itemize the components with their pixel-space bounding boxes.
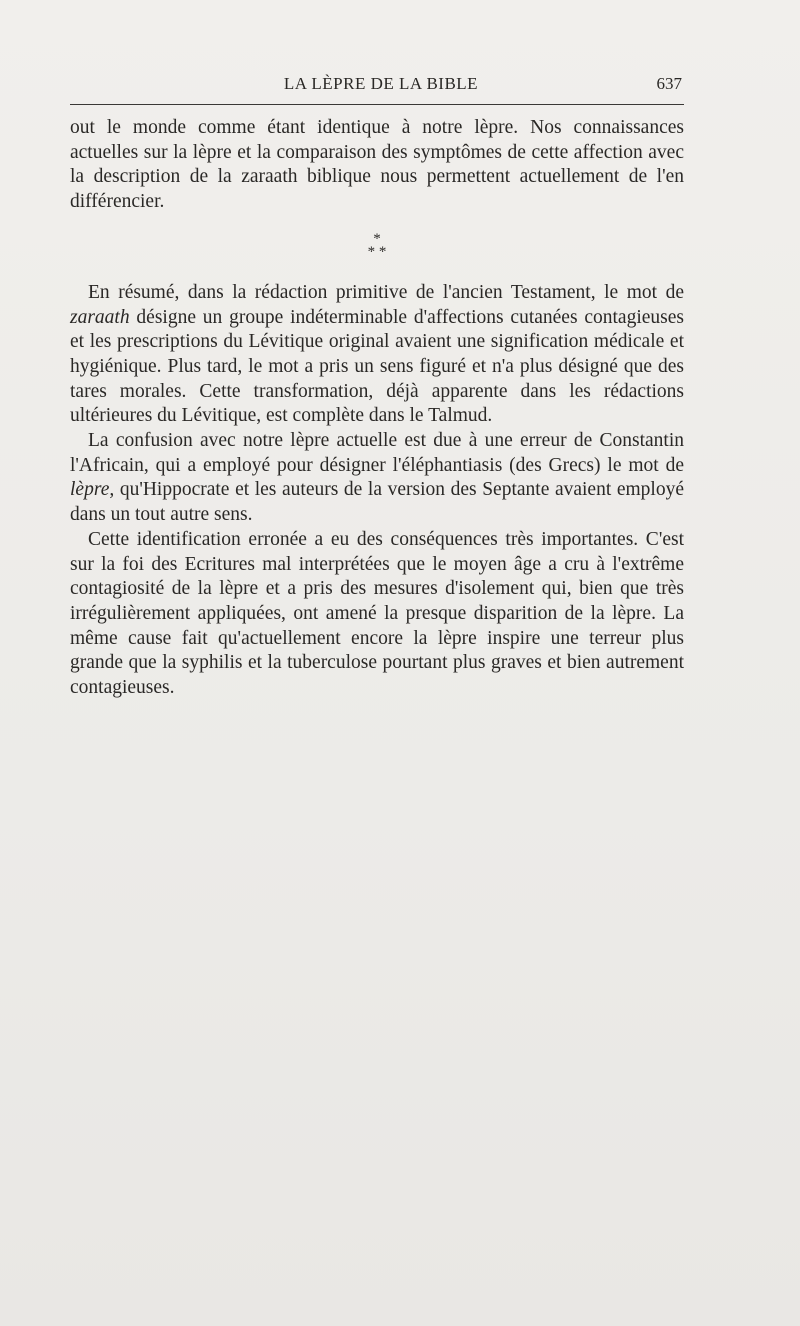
header-rule	[70, 104, 684, 105]
running-title: LA LÈPRE DE LA BIBLE	[283, 74, 479, 93]
paragraph-4: Cette identification erronée a eu des conséquences très importantes. C'est sur la foi des Ecritures mal interprétées que le moyen âge a cru à l'extrême contagiosité de la lèpre et a pris des mesures d'isolement qui, bien que très irrégulièrement appliquées, ont amené la presque disparition de la lèpre. La même cause fait qu'actuellement encore la lèpre inspire une terreur plus grande que la syphilis et la tuberculose pourtant plus graves et bien autrement contagieuses.	[70, 528, 684, 699]
paragraph-2-text-a: En résumé, dans la rédaction primitive de l'ancien Testament, le mot de	[88, 281, 684, 303]
paragraph-2-italic-term: zaraath	[70, 306, 130, 328]
asterism-bottom: * *	[367, 243, 387, 260]
paragraph-3-text-a: La confusion avec notre lèpre actuelle est due à une erreur de Constantin l'Africain, qui a employé pour désigner l'éléphantiasis (des Grecs) le mot de	[70, 430, 684, 476]
page-number: 637	[656, 74, 682, 93]
paragraph-3-italic-term: lèpre,	[70, 479, 115, 501]
paragraph-3	[70, 429, 684, 528]
paragraph-3-text-b: qu'Hippocrate et les auteurs de la version des Septante avaient employé dans un tout autre sens.	[70, 479, 684, 526]
asterism-top: *	[373, 230, 381, 247]
body-text	[70, 116, 684, 701]
paragraph-2	[70, 281, 684, 429]
running-head	[80, 72, 682, 96]
section-asterism	[70, 230, 684, 260]
paragraph-1: out le monde comme étant identique à notre lèpre. Nos connaissances actuelles sur la lèpre et la comparaison des symptômes de cette affection avec la description de la zaraath biblique nous permettent actuellement de l'en différencier.	[70, 117, 684, 213]
paragraph-2-text-b: désigne un groupe indéterminable d'affections cutanées contagieuses et les prescriptions du Lévitique original avaient une signification médicale et hygiénique. Plus tard, le mot a pris un sens figuré et n'a plus désigné que des tares morales. Cette transformation, déjà apparente dans les rédactions ultérieures du Lévitique, est complète dans le Talmud.	[70, 306, 684, 427]
